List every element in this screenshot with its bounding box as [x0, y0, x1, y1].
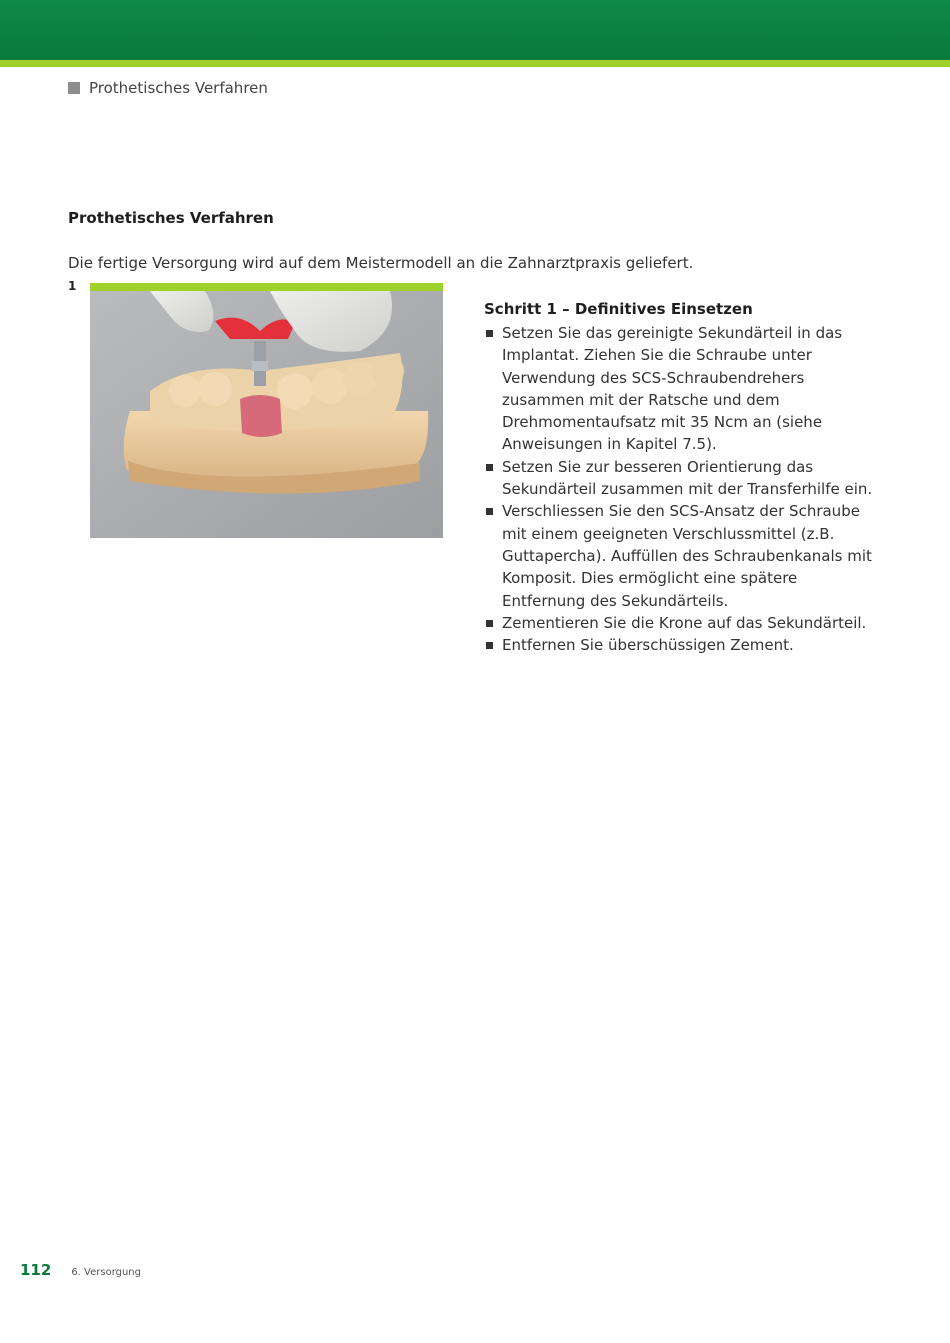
- square-bullet-icon: [486, 620, 493, 627]
- square-bullet-icon: [486, 508, 493, 515]
- step-text: Entfernen Sie überschüssigen Zement.: [502, 636, 794, 655]
- square-bullet-icon: [486, 330, 493, 337]
- page-title: Prothetisches Verfahren: [68, 209, 274, 227]
- header-band: [0, 0, 950, 60]
- step-list: [484, 322, 884, 656]
- section-label: Prothetisches Verfahren: [89, 79, 268, 97]
- section-square-icon: [68, 82, 80, 94]
- step-list-item: [484, 612, 884, 634]
- figure-dental-model-photo: [90, 291, 443, 538]
- chapter-label: 6. Versorgung: [71, 1267, 141, 1278]
- header-accent-stripe: [0, 60, 950, 67]
- page-footer: [20, 1261, 141, 1279]
- step-list-item: [484, 322, 884, 456]
- step-list-item: [484, 634, 884, 656]
- page-number: 112: [20, 1261, 52, 1279]
- intro-text: Die fertige Versorgung wird auf dem Meistermodell an die Zahnarztpraxis geliefert.: [68, 254, 694, 272]
- figure-accent-stripe: [90, 283, 443, 291]
- step-text: Verschliessen Sie den SCS-Ansatz der Schraube mit einem geeigneten Verschlussmittel (z.B. Guttapercha). Auffüllen des Schraubenkanals mit Komposit. Dies ermöglicht eine spätere Entfernung des Sekundärteils.: [502, 502, 872, 610]
- step-section: [484, 298, 884, 656]
- step-list-item: [484, 456, 884, 501]
- dental-model-illustration: [90, 291, 443, 538]
- step-title: Schritt 1 – Definitives Einsetzen: [484, 300, 753, 318]
- step-text: Zementieren Sie die Krone auf das Sekundärteil.: [502, 613, 867, 632]
- step-list-item: [484, 500, 884, 611]
- figure-number: 1: [68, 279, 77, 293]
- square-bullet-icon: [486, 642, 493, 649]
- square-bullet-icon: [486, 464, 493, 471]
- step-text: Setzen Sie das gereinigte Sekundärteil in das Implantat. Ziehen Sie die Schraube unter Verwendung des SCS-Schraubendrehers zusammen mit der Ratsche und dem Drehmomentaufsatz mit 35 Ncm an (siehe Anweisungen in Kapitel 7.5).: [502, 324, 843, 454]
- step-text: Setzen Sie zur besseren Orientierung das Sekundärteil zusammen mit der Transferhilfe ein.: [502, 457, 873, 499]
- section-header: [68, 79, 268, 97]
